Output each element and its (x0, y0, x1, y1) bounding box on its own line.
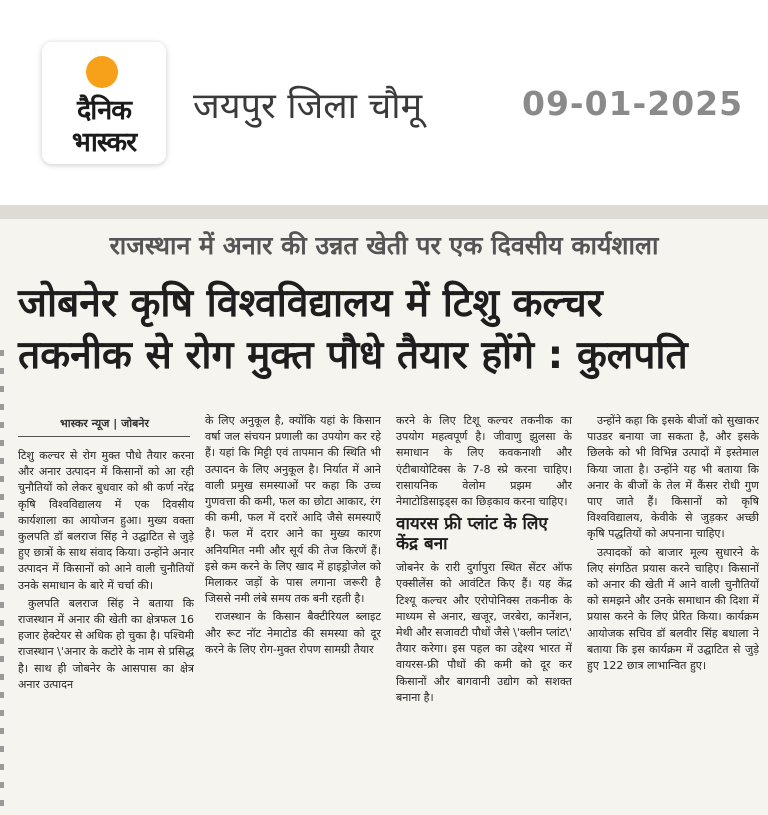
headline-line-2: तकनीक से रोग मुक्त पौधे तैयार होंगे : कुलपति (18, 333, 688, 378)
header-bar (0, 0, 768, 205)
paragraph: टिशु कल्चर से रोग मुक्त पौधे तैयार करना और अनार उत्पादन में किसानों को आ रही चुनौतियों को लेकर बुधवार को श्री कर्ण नरेंद्र कृषि विश्वविद्यालय में एक दिवसीय कार्यशाला का आयोजन हुआ। मुख्य वक्ता कुलपति डॉ बलराज सिंह ने उद्घाटित से जुड़े हुए छात्रों के साथ संवाद किया। उन्होंने अनार उत्पादन में किसानों को आने वाली चुनौतियों उनके समाधान के बारे में चर्चा की। (18, 449, 194, 592)
section-subheading: वायरस फ्री प्लांट के लिए केंद्र बना (396, 514, 548, 555)
article-byline: भास्कर न्यूज | जोबनेर (60, 417, 149, 430)
paragraph: जोबनेर के रारी दुर्गापुरा स्थित सेंटर ऑफ एक्सीलेंस को आवंटित किए हैं। यह केंद्र टिश्यू कल्चर और एरोपोनिक्स तकनीक के माध्यम से अनार, खजूर, जरबेरा, कार्नेशन, मेथी और सजावटी पौधों जैसे \'क्लीन प्लांट\' तैयार करेगा। इस पहल का उद्देश्य भारत में वायरस-फ्री पौधों की कमी को दूर कर किसानों और बागवानी उद्योग को सशक्त बनाना है। (396, 561, 572, 704)
paragraph: उन्होंने कहा कि इसके बीजों को सुखाकर पाउडर बनाया जा सकता है, और इसके छिलके को भी विभिन्न उत्पादों में इस्तेमाल किया जाता है। उन्होंने यह भी बताया कि अनार के बीजों के तेल में कैंसर रोधी गुण पाए जाते हैं। किसानों को कृषि विश्वविद्यालय, केवीके से जुड़कर अच्छी कृषि पद्धतियों को अपनाना चाहिए। (587, 414, 759, 541)
paragraph: उत्पादकों को बाजार मूल्य सुधारने के लिए संगठित प्रयास करने चाहिए। किसानों को अनार की खेती में आने वाली चुनौतियों को समझने और उनके समाधान की दिशा में प्रयास करने के लिए प्रेरित किया। कार्यक्रम आयोजक सचिव डॉ बलवीर सिंह बधाला ने बताया कि इस कार्यक्रम में उद्घाटित से जुड़े हुए 122 छात्र लाभान्वित हुए। (587, 545, 759, 673)
page-fold-gutter (0, 350, 4, 810)
paragraph: के लिए अनुकूल है, क्योंकि यहां के किसान वर्षा जल संचयन प्रणाली का उपयोग कर रहे हैं। यहां कि मिट्टी एवं तापमान की स्थिति भी उत्पादन के लिए अनुकूल है। निर्यात में आने वाली प्रमुख समस्याओं पर कहा कि उच्च गुणवत्ता की कमी, फल का छोटा आकार, रंग की कमी, फल में दरारें आदि जैसे समस्याएँ है। फल में दरार आने का मुख्य कारण अनियमित नमी और सूर्य की तेज किरणें हैं। इसे कम करने के लिए खाद में हाइड्रोजेल को मिलाकर जड़ों के पास लगाना जरूरी है जिससे नमी लंबे समय तक बनी रहती है। (205, 414, 381, 606)
article-column-3 (396, 413, 572, 808)
headline-line-1: जोबनेर कृषि विश्वविद्यालय में टिशु कल्चर (18, 281, 603, 326)
paragraph: करने के लिए टिशू कल्चर तकनीक का उपयोग महत्वपूर्ण है। जीवाणु झुलसा के समाधान के लिए कवकनाशी और एंटीबायोटिक्स के 7-8 स्प्रे करना चाहिए। रासायनिक वेलोम प्रझम और नेमाटोडिसाइड्स का छिड़काव करना चाहिए। (396, 414, 572, 509)
sun-icon (86, 56, 118, 88)
logo-word-dainik: दैनिक (76, 95, 132, 126)
clipping-top-edge (0, 205, 768, 219)
article-column-2 (205, 413, 381, 808)
article-headline (18, 278, 758, 382)
edition-place: जयपुर जिला चौमू (193, 86, 423, 127)
logo-word-bhaskar: भास्कर (71, 127, 137, 158)
byline-divider (18, 436, 190, 437)
paragraph: कुलपति बलराज सिंह ने बताया कि राजस्थान में अनार की खेती का क्षेत्रफल 16 हजार हेक्टेयर से अधिक हो चुका है। पश्चिमी राजस्थान \'अनार के कटोरे के नाम से प्रसिद्ध है। साथ ही जोबनेर के आसपास का क्षेत्र अनार उत्पादन (18, 596, 194, 691)
edition-date: 09-01-2025 (522, 84, 744, 123)
dainik-bhaskar-logo (42, 42, 166, 164)
article-column-4 (587, 413, 759, 808)
article-kicker: राजस्थान में अनार की उन्नत खेती पर एक दिवसीय कार्यशाला (109, 231, 659, 260)
paragraph: राजस्थान के किसान बैक्टीरियल ब्लाइट और रूट नॉट नेमाटोड की समस्या को दूर करने के लिए रोग-मुक्त रोपण सामग्री तैयार (205, 610, 381, 656)
article-column-1 (18, 448, 194, 806)
